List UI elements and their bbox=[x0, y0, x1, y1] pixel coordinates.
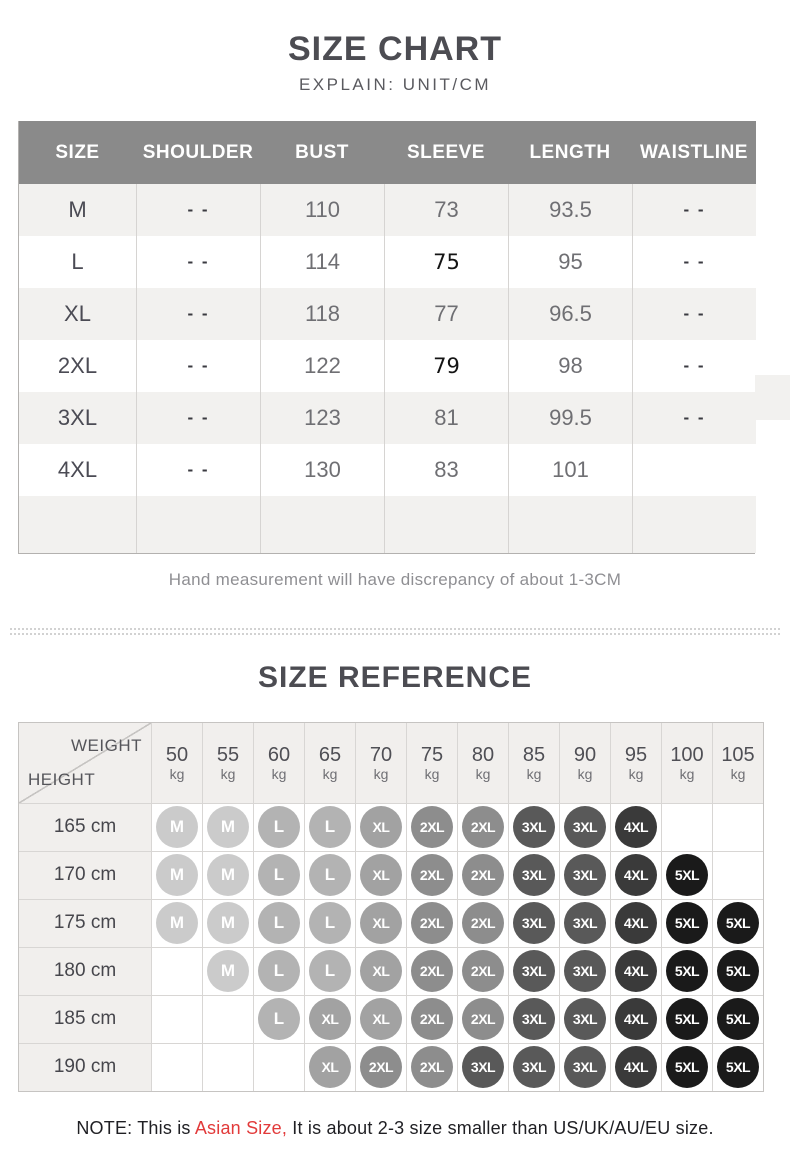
weight-value: 70 bbox=[369, 743, 393, 766]
size-bubble-3xl: 3XL bbox=[513, 902, 555, 944]
value-cell: 114 bbox=[260, 236, 384, 288]
weight-unit: kg bbox=[424, 765, 440, 782]
size-bubble-2xl: 2XL bbox=[462, 950, 504, 992]
size-cell bbox=[19, 496, 136, 553]
value-cell bbox=[260, 496, 384, 553]
size-matrix-cell bbox=[304, 947, 355, 995]
size-bubble-xl: XL bbox=[360, 998, 402, 1040]
size-matrix-cell bbox=[661, 1043, 712, 1091]
size-bubble-5xl: 5XL bbox=[666, 902, 708, 944]
weight-value: 65 bbox=[318, 743, 342, 766]
value-cell: 118 bbox=[260, 288, 384, 340]
size-matrix-cell bbox=[508, 899, 559, 947]
size-matrix-cell bbox=[610, 851, 661, 899]
value-cell: - - bbox=[136, 392, 260, 444]
value-cell: - - bbox=[136, 236, 260, 288]
height-label: 180 cm bbox=[19, 947, 151, 995]
size-chart-title: SIZE CHART bbox=[288, 30, 502, 68]
size-bubble-3xl: 3XL bbox=[564, 902, 606, 944]
weight-header-70kg bbox=[355, 723, 406, 803]
size-cell: M bbox=[19, 184, 136, 236]
size-bubble-m: M bbox=[207, 950, 249, 992]
size-matrix-cell bbox=[355, 1043, 406, 1091]
corner-weight-label: WEIGHT bbox=[71, 735, 142, 755]
size-bubble-3xl: 3XL bbox=[564, 854, 606, 896]
size-bubble-4xl: 4XL bbox=[615, 950, 657, 992]
value-cell: - - bbox=[136, 184, 260, 236]
size-matrix-cell bbox=[661, 995, 712, 1043]
weight-header-95kg bbox=[610, 723, 661, 803]
size-matrix-cell bbox=[355, 803, 406, 851]
value-cell: 73 bbox=[384, 184, 508, 236]
size-matrix-cell bbox=[151, 851, 202, 899]
weight-header-105kg bbox=[712, 723, 763, 803]
column-header-waistline: WAISTLINE bbox=[632, 121, 756, 184]
weight-value: 50 bbox=[165, 743, 189, 766]
size-bubble-l: L bbox=[258, 998, 300, 1040]
size-matrix-cell bbox=[457, 947, 508, 995]
corner-height-label: HEIGHT bbox=[28, 769, 96, 789]
weight-value: 75 bbox=[420, 743, 444, 766]
size-matrix-cell bbox=[508, 851, 559, 899]
size-bubble-m: M bbox=[207, 806, 249, 848]
size-bubble-xl: XL bbox=[360, 950, 402, 992]
weight-value: 90 bbox=[573, 743, 597, 766]
size-matrix-cell bbox=[508, 803, 559, 851]
size-matrix-cell bbox=[253, 995, 304, 1043]
value-cell: - - bbox=[136, 444, 260, 496]
size-matrix-cell bbox=[508, 947, 559, 995]
size-matrix-cell bbox=[559, 1043, 610, 1091]
weight-value: 105 bbox=[721, 743, 755, 766]
size-bubble-2xl: 2XL bbox=[411, 806, 453, 848]
value-cell bbox=[632, 444, 756, 496]
size-matrix-cell bbox=[253, 1043, 304, 1091]
size-cell: 3XL bbox=[19, 392, 136, 444]
weight-height-corner-cell bbox=[19, 723, 151, 803]
size-bubble-3xl: 3XL bbox=[564, 950, 606, 992]
value-cell bbox=[508, 496, 632, 553]
size-bubble-5xl: 5XL bbox=[666, 950, 708, 992]
size-matrix-cell bbox=[151, 803, 202, 851]
size-matrix-cell bbox=[661, 803, 712, 851]
size-matrix-cell bbox=[457, 803, 508, 851]
size-bubble-3xl: 3XL bbox=[513, 950, 555, 992]
value-cell: 83 bbox=[384, 444, 508, 496]
size-bubble-4xl: 4XL bbox=[615, 998, 657, 1040]
asian-size-note bbox=[0, 1118, 790, 1139]
value-cell: - - bbox=[632, 340, 756, 392]
size-bubble-l: L bbox=[258, 950, 300, 992]
size-matrix-cell bbox=[712, 995, 763, 1043]
size-bubble-2xl: 2XL bbox=[462, 806, 504, 848]
value-cell: - - bbox=[632, 288, 756, 340]
value-cell: 75 bbox=[384, 236, 508, 288]
weight-header-75kg bbox=[406, 723, 457, 803]
size-matrix-cell bbox=[406, 995, 457, 1043]
size-bubble-3xl: 3XL bbox=[513, 998, 555, 1040]
size-matrix-cell bbox=[406, 803, 457, 851]
size-reference-title: SIZE REFERENCE bbox=[257, 661, 533, 695]
weight-unit: kg bbox=[577, 765, 593, 782]
size-matrix-cell bbox=[610, 947, 661, 995]
size-bubble-xl: XL bbox=[360, 854, 402, 896]
size-bubble-l: L bbox=[309, 806, 351, 848]
weight-header-55kg bbox=[202, 723, 253, 803]
value-cell: 96.5 bbox=[508, 288, 632, 340]
value-cell: 98 bbox=[508, 340, 632, 392]
size-matrix-cell bbox=[712, 1043, 763, 1091]
size-bubble-3xl: 3XL bbox=[513, 1046, 555, 1088]
note-suffix: It is about 2-3 size smaller than US/UK/AU/EU size. bbox=[287, 1117, 714, 1138]
value-cell: 123 bbox=[260, 392, 384, 444]
size-bubble-2xl: 2XL bbox=[411, 950, 453, 992]
weight-header-100kg bbox=[661, 723, 712, 803]
size-matrix-cell bbox=[253, 851, 304, 899]
size-matrix-cell bbox=[559, 947, 610, 995]
size-bubble-4xl: 4XL bbox=[615, 1046, 657, 1088]
size-bubble-4xl: 4XL bbox=[615, 902, 657, 944]
size-bubble-2xl: 2XL bbox=[360, 1046, 402, 1088]
weight-unit: kg bbox=[730, 765, 746, 782]
size-bubble-l: L bbox=[258, 806, 300, 848]
size-matrix-cell bbox=[559, 803, 610, 851]
value-cell bbox=[632, 496, 756, 553]
value-cell: 101 bbox=[508, 444, 632, 496]
value-cell: 122 bbox=[260, 340, 384, 392]
size-matrix-cell bbox=[304, 1043, 355, 1091]
size-matrix-cell bbox=[406, 1043, 457, 1091]
size-bubble-3xl: 3XL bbox=[513, 854, 555, 896]
size-bubble-l: L bbox=[258, 854, 300, 896]
weight-unit: kg bbox=[475, 765, 491, 782]
weight-unit: kg bbox=[526, 765, 542, 782]
height-label: 175 cm bbox=[19, 899, 151, 947]
size-bubble-3xl: 3XL bbox=[564, 806, 606, 848]
column-header-length: LENGTH bbox=[508, 121, 632, 184]
size-matrix-cell bbox=[457, 899, 508, 947]
note-prefix: NOTE: This is bbox=[76, 1117, 195, 1138]
size-bubble-2xl: 2XL bbox=[411, 998, 453, 1040]
measurement-footnote: Hand measurement will have discrepancy of about 1-3CM bbox=[168, 570, 622, 590]
size-bubble-5xl: 5XL bbox=[666, 1046, 708, 1088]
size-bubble-xl: XL bbox=[360, 806, 402, 848]
size-bubble-m: M bbox=[156, 902, 198, 944]
height-label: 165 cm bbox=[19, 803, 151, 851]
size-bubble-xl: XL bbox=[309, 1046, 351, 1088]
weight-unit: kg bbox=[628, 765, 644, 782]
size-matrix-cell bbox=[457, 851, 508, 899]
size-cell: 4XL bbox=[19, 444, 136, 496]
size-matrix-cell bbox=[610, 995, 661, 1043]
size-matrix-cell bbox=[151, 899, 202, 947]
size-matrix-cell bbox=[355, 995, 406, 1043]
column-header-bust: BUST bbox=[260, 121, 384, 184]
size-bubble-5xl: 5XL bbox=[666, 854, 708, 896]
value-cell: 99.5 bbox=[508, 392, 632, 444]
size-bubble-l: L bbox=[309, 950, 351, 992]
value-cell: - - bbox=[632, 236, 756, 288]
size-matrix-cell bbox=[355, 851, 406, 899]
value-cell: 79 bbox=[384, 340, 508, 392]
dotted-divider bbox=[10, 628, 780, 635]
size-matrix-cell bbox=[151, 947, 202, 995]
size-matrix-cell bbox=[355, 947, 406, 995]
value-cell: - - bbox=[632, 392, 756, 444]
edge-artifact bbox=[755, 375, 790, 420]
weight-value: 55 bbox=[216, 743, 240, 766]
size-chart-subtitle: EXPLAIN: UNIT/CM bbox=[298, 75, 492, 95]
value-cell: 81 bbox=[384, 392, 508, 444]
size-bubble-5xl: 5XL bbox=[717, 1046, 759, 1088]
size-matrix-cell bbox=[508, 1043, 559, 1091]
size-matrix-cell bbox=[406, 851, 457, 899]
size-bubble-5xl: 5XL bbox=[717, 902, 759, 944]
value-cell: - - bbox=[136, 288, 260, 340]
size-bubble-3xl: 3XL bbox=[564, 998, 606, 1040]
value-cell: 110 bbox=[260, 184, 384, 236]
size-bubble-xl: XL bbox=[360, 902, 402, 944]
size-matrix-cell bbox=[559, 995, 610, 1043]
size-matrix-cell bbox=[304, 803, 355, 851]
weight-value: 80 bbox=[471, 743, 495, 766]
size-matrix-cell bbox=[610, 899, 661, 947]
value-cell: 130 bbox=[260, 444, 384, 496]
size-matrix-cell bbox=[202, 899, 253, 947]
size-matrix-cell bbox=[202, 1043, 253, 1091]
size-cell: 2XL bbox=[19, 340, 136, 392]
weight-header-60kg bbox=[253, 723, 304, 803]
size-matrix-cell bbox=[406, 899, 457, 947]
size-matrix-cell bbox=[661, 947, 712, 995]
size-matrix-cell bbox=[253, 899, 304, 947]
value-cell: - - bbox=[136, 340, 260, 392]
size-bubble-3xl: 3XL bbox=[462, 1046, 504, 1088]
weight-header-85kg bbox=[508, 723, 559, 803]
weight-unit: kg bbox=[679, 765, 695, 782]
height-label: 190 cm bbox=[19, 1043, 151, 1091]
size-matrix-cell bbox=[457, 1043, 508, 1091]
column-header-size: SIZE bbox=[19, 121, 136, 184]
size-matrix-cell bbox=[661, 899, 712, 947]
size-matrix-cell bbox=[559, 851, 610, 899]
size-matrix-cell bbox=[253, 947, 304, 995]
size-matrix-cell bbox=[559, 899, 610, 947]
size-matrix-cell bbox=[712, 899, 763, 947]
size-matrix-cell bbox=[202, 851, 253, 899]
weight-header-65kg bbox=[304, 723, 355, 803]
size-matrix-cell bbox=[202, 947, 253, 995]
weight-unit: kg bbox=[373, 765, 389, 782]
weight-value: 60 bbox=[267, 743, 291, 766]
size-bubble-2xl: 2XL bbox=[462, 998, 504, 1040]
weight-value: 85 bbox=[522, 743, 546, 766]
size-matrix-cell bbox=[202, 995, 253, 1043]
weight-unit: kg bbox=[322, 765, 338, 782]
size-bubble-l: L bbox=[309, 902, 351, 944]
size-cell: L bbox=[19, 236, 136, 288]
size-bubble-2xl: 2XL bbox=[462, 854, 504, 896]
size-bubble-m: M bbox=[156, 854, 198, 896]
column-header-sleeve: SLEEVE bbox=[384, 121, 508, 184]
note-highlight: Asian Size, bbox=[194, 1117, 288, 1138]
size-matrix-cell bbox=[304, 995, 355, 1043]
size-bubble-3xl: 3XL bbox=[564, 1046, 606, 1088]
size-bubble-xl: XL bbox=[309, 998, 351, 1040]
size-bubble-l: L bbox=[309, 854, 351, 896]
weight-value: 100 bbox=[670, 743, 704, 766]
size-cell: XL bbox=[19, 288, 136, 340]
value-cell: 93.5 bbox=[508, 184, 632, 236]
weight-unit: kg bbox=[169, 765, 185, 782]
size-bubble-5xl: 5XL bbox=[717, 998, 759, 1040]
size-matrix-cell bbox=[406, 947, 457, 995]
size-matrix-cell bbox=[304, 851, 355, 899]
value-cell bbox=[384, 496, 508, 553]
size-reference-table bbox=[18, 722, 764, 1092]
size-bubble-m: M bbox=[207, 854, 249, 896]
size-matrix-cell bbox=[610, 803, 661, 851]
size-bubble-2xl: 2XL bbox=[411, 902, 453, 944]
size-bubble-5xl: 5XL bbox=[666, 998, 708, 1040]
size-matrix-cell bbox=[202, 803, 253, 851]
size-bubble-m: M bbox=[207, 902, 249, 944]
height-label: 185 cm bbox=[19, 995, 151, 1043]
column-header-shoulder: SHOULDER bbox=[136, 121, 260, 184]
weight-unit: kg bbox=[220, 765, 236, 782]
size-matrix-cell bbox=[508, 995, 559, 1043]
size-matrix-cell bbox=[610, 1043, 661, 1091]
size-bubble-2xl: 2XL bbox=[411, 1046, 453, 1088]
weight-value: 95 bbox=[624, 743, 648, 766]
size-matrix-cell bbox=[151, 1043, 202, 1091]
size-matrix-cell bbox=[712, 947, 763, 995]
size-bubble-3xl: 3XL bbox=[513, 806, 555, 848]
size-bubble-4xl: 4XL bbox=[615, 806, 657, 848]
weight-header-50kg bbox=[151, 723, 202, 803]
value-cell: 77 bbox=[384, 288, 508, 340]
size-matrix-cell bbox=[304, 899, 355, 947]
size-chart-table bbox=[18, 121, 755, 554]
size-bubble-m: M bbox=[156, 806, 198, 848]
weight-header-90kg bbox=[559, 723, 610, 803]
size-bubble-2xl: 2XL bbox=[462, 902, 504, 944]
size-bubble-4xl: 4XL bbox=[615, 854, 657, 896]
value-cell: 95 bbox=[508, 236, 632, 288]
height-label: 170 cm bbox=[19, 851, 151, 899]
size-matrix-cell bbox=[355, 899, 406, 947]
size-matrix-cell bbox=[712, 851, 763, 899]
weight-header-80kg bbox=[457, 723, 508, 803]
size-bubble-5xl: 5XL bbox=[717, 950, 759, 992]
size-bubble-2xl: 2XL bbox=[411, 854, 453, 896]
size-matrix-cell bbox=[712, 803, 763, 851]
size-matrix-cell bbox=[661, 851, 712, 899]
size-bubble-l: L bbox=[258, 902, 300, 944]
size-matrix-cell bbox=[457, 995, 508, 1043]
size-matrix-cell bbox=[253, 803, 304, 851]
weight-unit: kg bbox=[271, 765, 287, 782]
value-cell: - - bbox=[632, 184, 756, 236]
value-cell bbox=[136, 496, 260, 553]
size-matrix-cell bbox=[151, 995, 202, 1043]
